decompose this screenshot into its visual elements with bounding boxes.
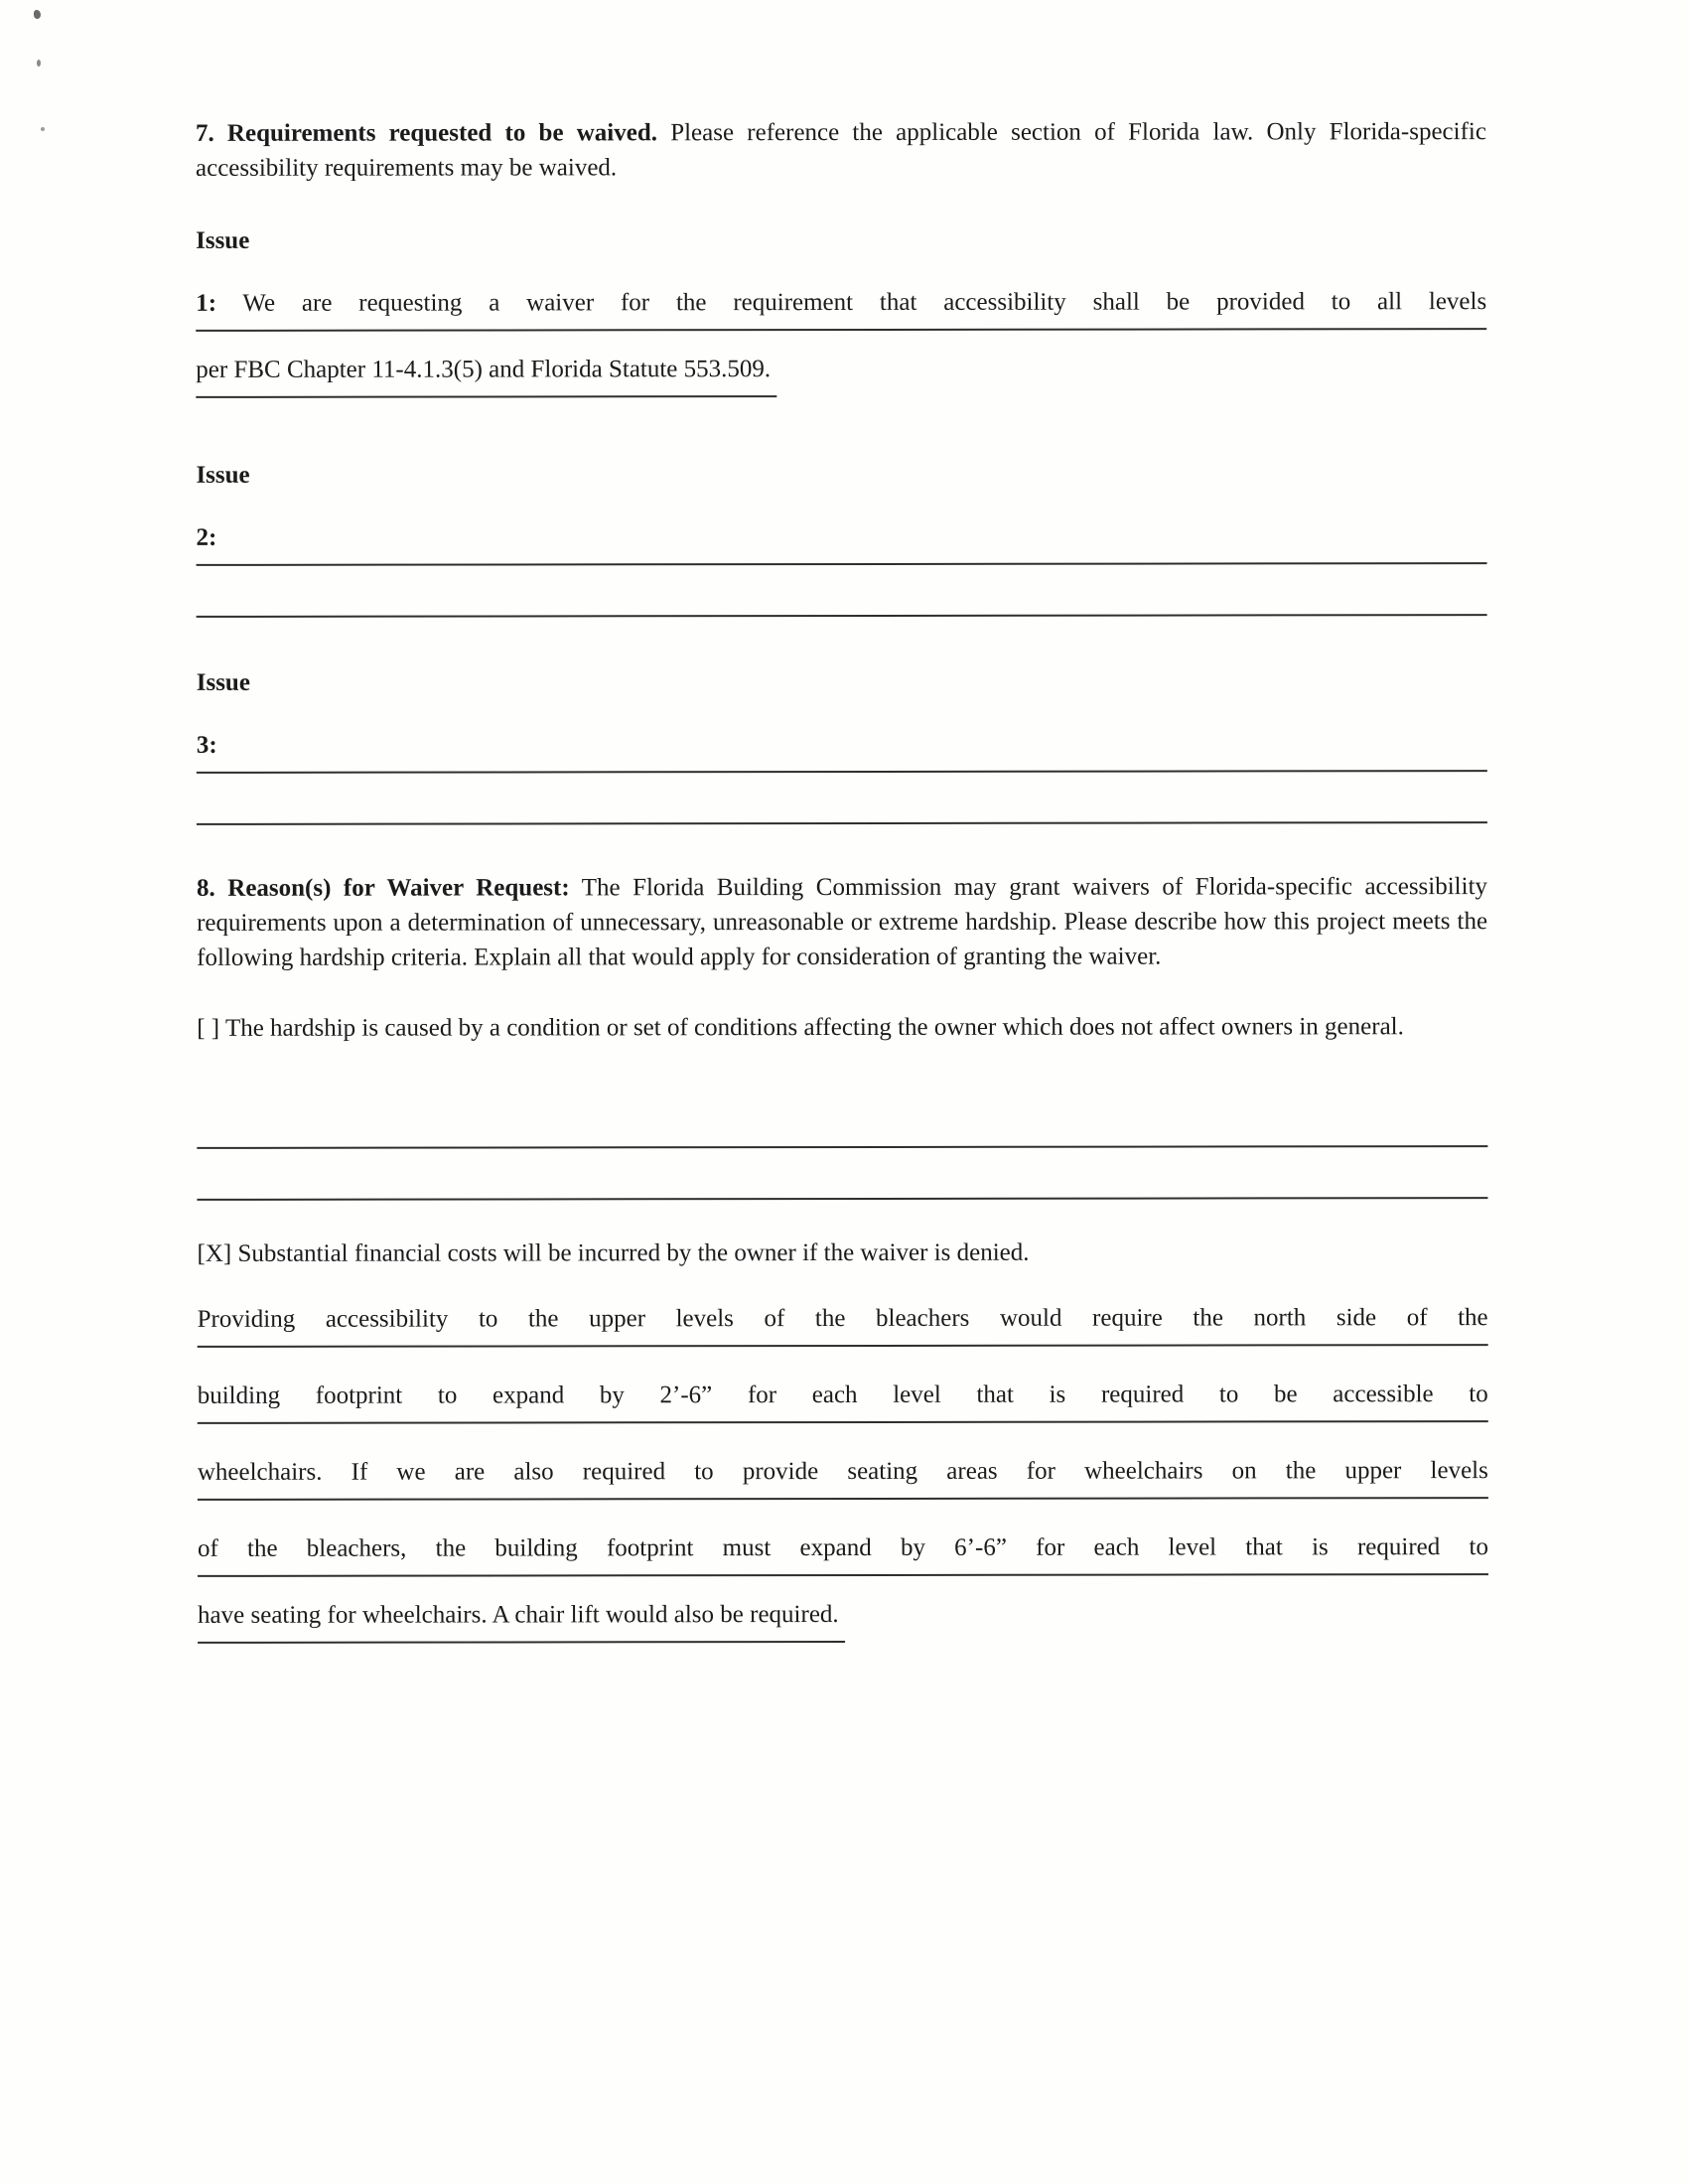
section7-intro-text: Please reference the applicable section of Florida law. Only Florida-specific accessibility requirements may be waived. [195,118,1486,182]
section8-intro-paragraph [197,869,1487,975]
section8-number: 8. [196,874,215,902]
issue-1-line-2 [196,354,1486,398]
document-content [196,114,1488,1644]
section7-intro-paragraph [196,114,1486,186]
issue-3-number: 3: [196,731,217,759]
answer-line-1: Providing accessibility to the upper levels of the bleachers would require the north side of the [198,1303,1488,1348]
issue-block-2 [196,460,1486,618]
issue-2-number: 2: [196,523,217,551]
issue-2-label: Issue [196,461,250,489]
issue-block-1 [196,225,1486,398]
issue-3-label: Issue [196,668,250,696]
issue-1-label: Issue [196,226,250,254]
section8-intro-text: The Florida Building Commission may grant waivers of Florida-specific accessibility requirements upon a determination of unnecessary, unreasonable or extreme hardship. Please describe how this project meets the following hardship criteria. Explain all that would apply for consideration of granting the waiver. [197,873,1488,971]
scan-artifact [41,127,45,131]
hardship-option-2-text: Substantial financial costs will be incurred by the owner if the waiver is denied. [237,1238,1030,1267]
section7-heading: Requirements requested to be waived. [226,119,658,147]
answer-line-5-text: have seating for wheelchairs. A chair lift would also be required. [198,1600,845,1644]
issue-3-entry-line [197,729,1487,774]
issue-2-blank-line [197,564,1487,618]
answer-line-5 [198,1599,1488,1644]
issue-1-line-1-text: We are requesting a waiver for the requirement that accessibility shall be provided to all levels [242,288,1487,317]
issue-2-entry-line [196,521,1486,566]
hardship-option-1 [197,1009,1487,1046]
issue-1-number: 1: [196,289,217,317]
issue-block-3 [197,667,1487,825]
checkbox-unchecked: [ ] [197,1014,220,1042]
issue-1-line-1 [196,287,1486,332]
section7-number: 7. [195,119,214,147]
scan-artifact [34,10,41,19]
answer-line-3: wheelchairs. If we are also required to provide seating areas for wheelchairs on the upper levels [198,1456,1488,1501]
hardship-1-blank-line-1 [197,1095,1487,1149]
hardship-answer [198,1303,1488,1644]
issue-3-blank-line [197,772,1487,825]
checkbox-checked: [X] [197,1239,232,1267]
section8-heading: Reason(s) for Waiver Request: [227,874,570,902]
hardship-option-1-text: The hardship is caused by a condition or set of conditions affecting the owner which does not affect owners in general. [224,1013,1404,1042]
answer-line-2: building footprint to expand by 2’-6” for each level that is required to be accessible to [198,1380,1488,1424]
issue-1-line-2-text: per FBC Chapter 11-4.1.3(5) and Florida Statute 553.509. [196,355,776,398]
answer-line-4: of the bleachers, the building footprint must expand by 6’-6” for each level that is required to [198,1532,1488,1577]
scan-artifact [37,60,41,67]
hardship-1-blank-line-2 [197,1147,1487,1201]
hardship-option-2 [198,1235,1488,1271]
